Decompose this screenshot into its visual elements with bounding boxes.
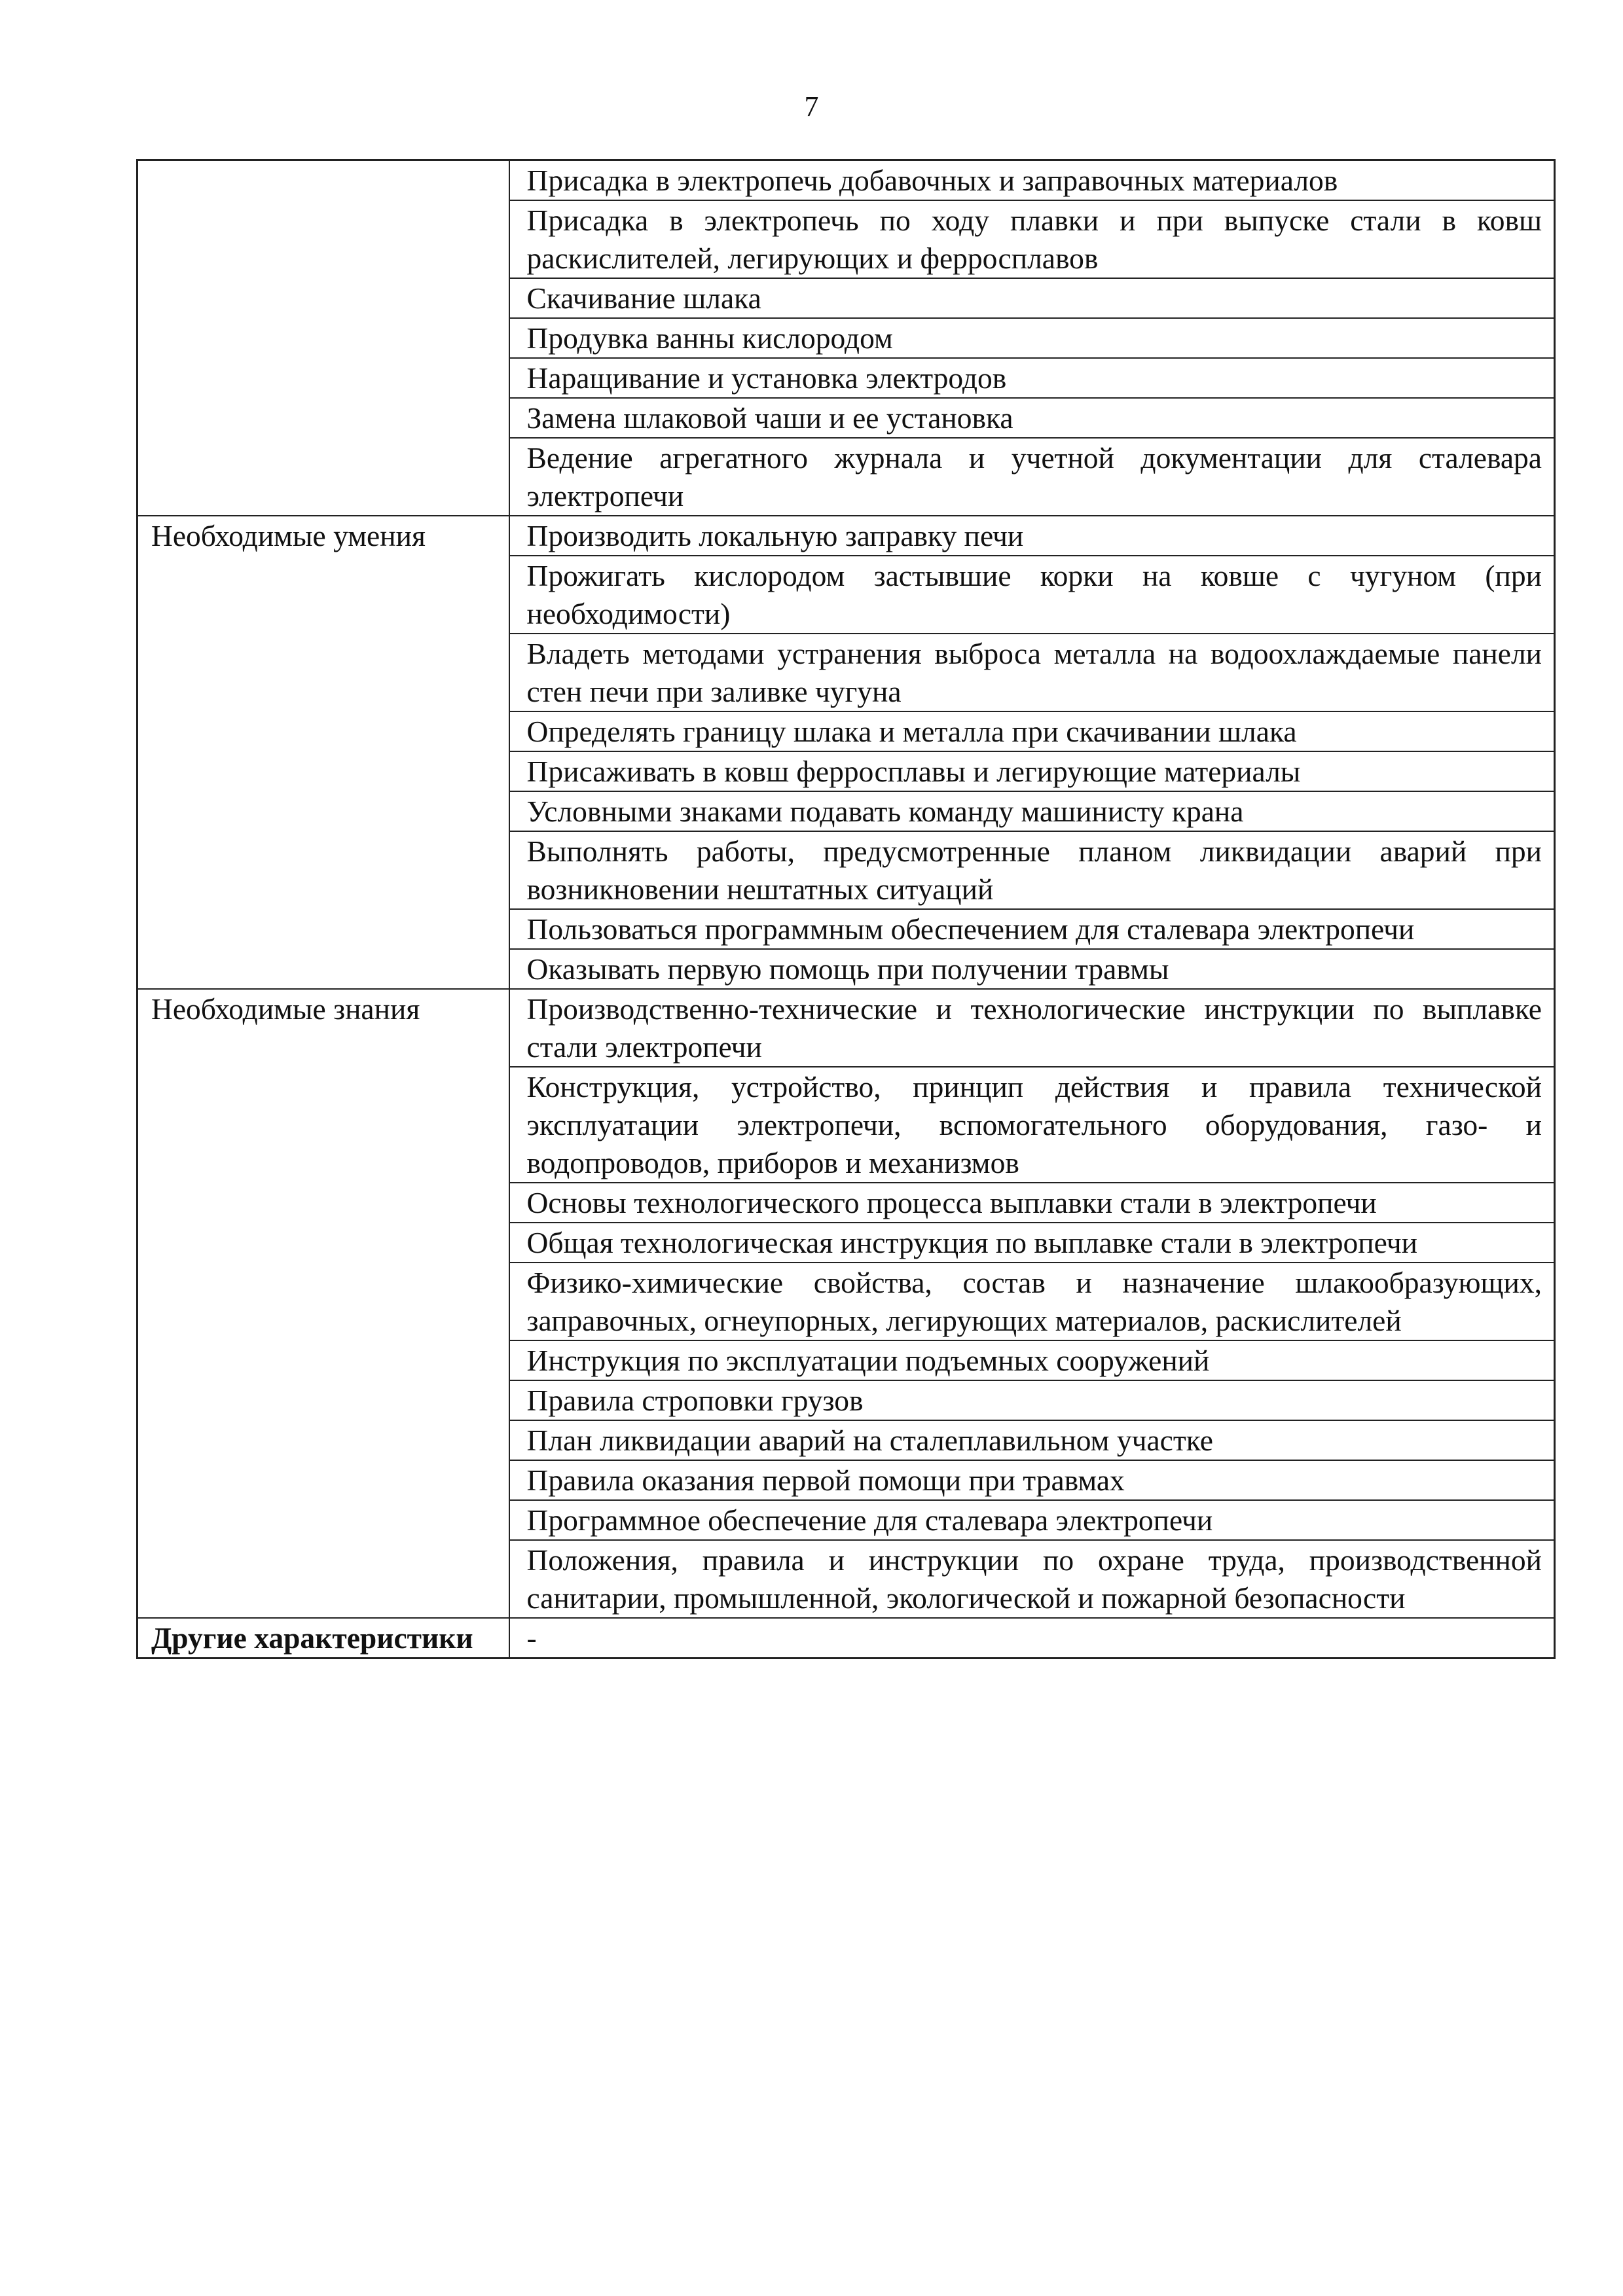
list-item: Владеть методами устранения выброса металла на водоохлаждаемые панели стен печи при заливке чугуна <box>509 634 1555 711</box>
list-item: - <box>509 1618 1555 1659</box>
list-item: Продувка ванны кислородом <box>509 318 1555 358</box>
list-item: Выполнять работы, предусмотренные планом ликвидации аварий при возникновении нештатных ситуаций <box>509 831 1555 909</box>
list-item: Основы технологического процесса выплавки стали в электропечи <box>509 1183 1555 1223</box>
list-item: Прожигать кислородом застывшие корки на ковше с чугуном (при необходимости) <box>509 556 1555 634</box>
requirements-table <box>136 159 1556 1659</box>
page-number: 7 <box>804 90 819 122</box>
section-label-knowledge: Необходимые знания <box>137 989 509 1618</box>
list-item: Правила строповки грузов <box>509 1380 1555 1420</box>
list-item: Ведение агрегатного журнала и учетной документации для сталевара электропечи <box>509 438 1555 516</box>
list-item: Условными знаками подавать команду машинисту крана <box>509 791 1555 831</box>
list-item: Определять границу шлака и металла при скачивании шлака <box>509 711 1555 751</box>
list-item: Присаживать в ковш ферросплавы и легирующие материалы <box>509 751 1555 791</box>
list-item: Присадка в электропечь по ходу плавки и при выпуске стали в ковш раскислителей, легирующих и ферросплавов <box>509 200 1555 278</box>
list-item: Производственно-технические и технологические инструкции по выплавке стали электропечи <box>509 989 1555 1067</box>
section-label-skills: Необходимые умения <box>137 516 509 989</box>
table-row <box>137 160 1555 201</box>
list-item: Правила оказания первой помощи при травмах <box>509 1460 1555 1500</box>
table-row <box>137 516 1555 556</box>
list-item: План ликвидации аварий на сталеплавильном участке <box>509 1420 1555 1460</box>
list-item: Наращивание и установка электродов <box>509 358 1555 398</box>
table-row <box>137 989 1555 1067</box>
list-item: Оказывать первую помощь при получении травмы <box>509 949 1555 989</box>
list-item: Пользоваться программным обеспечением для сталевара электропечи <box>509 909 1555 949</box>
list-item: Программное обеспечение для сталевара электропечи <box>509 1500 1555 1540</box>
list-item: Физико-химические свойства, состав и назначение шлакообразующих, заправочных, огнеупорных, легирующих материалов, раскислителей <box>509 1263 1555 1340</box>
section-label-other: Другие характеристики <box>137 1618 509 1659</box>
list-item: Положения, правила и инструкции по охране труда, производственной санитарии, промышленной, экологической и пожарной безопасности <box>509 1540 1555 1618</box>
list-item: Присадка в электропечь добавочных и заправочных материалов <box>509 160 1555 201</box>
list-item: Инструкция по эксплуатации подъемных сооружений <box>509 1340 1555 1380</box>
list-item: Замена шлаковой чаши и ее установка <box>509 398 1555 438</box>
list-item: Общая технологическая инструкция по выплавке стали в электропечи <box>509 1223 1555 1263</box>
list-item: Производить локальную заправку печи <box>509 516 1555 556</box>
table-row <box>137 1618 1555 1659</box>
list-item: Конструкция, устройство, принцип действия и правила технической эксплуатации электропечи, вспомогательного оборудования, газо- и водопроводов, приборов и механизмов <box>509 1067 1555 1183</box>
section-label <box>137 160 509 516</box>
list-item: Скачивание шлака <box>509 278 1555 318</box>
